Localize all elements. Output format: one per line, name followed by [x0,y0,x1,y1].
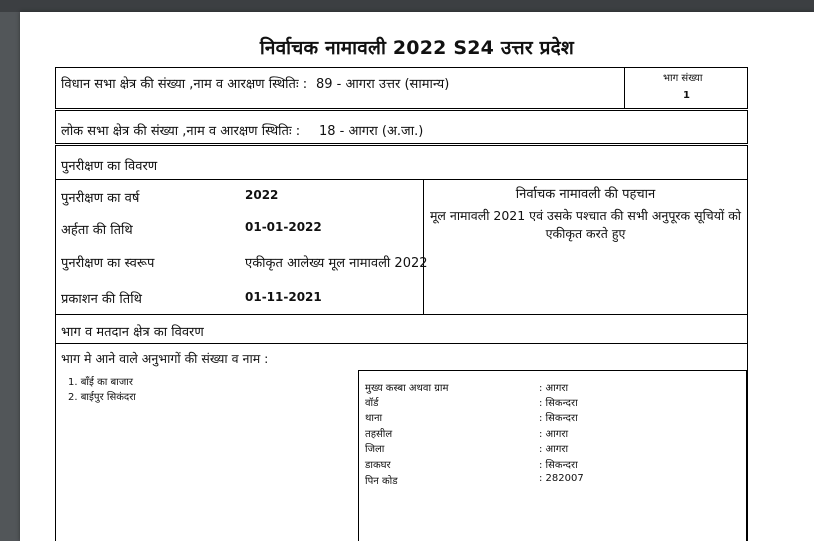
sections-heading: भाग मे आने वाले अनुभागों की संख्या व नाम : [61,351,269,366]
detail-label: मुख्य कस्बा अथवा ग्राम [365,383,449,394]
detail-label: तहसील [365,429,393,440]
publication-date-label: प्रकाशन की तिथि [61,292,142,307]
detail-label: थाना [365,413,383,424]
revision-type-label: पुनरीक्षण का स्वरूप [61,256,155,271]
detail-value: : सिकन्दरा [539,398,578,409]
polling-heading: भाग व मतदान क्षेत्र का विवरण [61,325,204,340]
sections-right-border [747,343,748,541]
revision-year-label: पुनरीक्षण का वर्ष [61,191,140,206]
identity-text-line2: एकीकृत करते हुए [545,226,626,241]
parliament-label: लोक सभा क्षेत्र की संख्या ,नाम व आरक्षण स्थितिः : [61,124,301,139]
qualifying-date-label: अर्हता की तिथि [61,223,133,238]
sections-left-border [55,343,56,541]
detail-label: डाकघर [365,460,391,471]
revision-year-value: 2022 [245,188,279,202]
section-item: 2. बाईपुर सिकंदरा [68,392,136,403]
detail-value: : आगरा [539,383,569,394]
revision-type-value: एकीकृत आलेख्य मूल नामावली 2022 [245,256,428,271]
detail-label: जिला [365,444,385,455]
detail-label: पिन कोड [365,476,398,487]
publication-date-value: 01-11-2021 [245,290,322,304]
assembly-value: 89 - आगरा उत्तर (सामान्य) [316,77,450,92]
document-page [20,12,814,541]
part-label: भाग संख्या [663,73,703,84]
parliament-value: 18 - आगरा (अ.जा.) [319,124,424,139]
identity-text-line1: मूल नामावली 2021 एवं उसके पश्चात की सभी अनुपूरक सूचियों को [429,208,742,223]
detail-value: : आगरा [539,429,569,440]
detail-value: : सिकन्दरा [539,413,578,424]
detail-value: : सिकन्दरा [539,460,578,471]
identity-heading: निर्वाचक नामावली की पहचान [515,187,656,202]
detail-value: : 282007 [539,473,584,484]
detail-label: वॉर्ड [365,398,379,409]
qualifying-date-value: 01-01-2022 [245,220,322,234]
section-item: 1. बाँई का बाजार [68,377,133,388]
revision-heading-row [55,145,748,180]
part-value: 1 [683,90,690,101]
page-title: निर्वाचक नामावली 2022 S24 उत्तर प्रदेश [259,37,575,59]
viewer-toolbar [0,0,814,12]
revision-heading: पुनरीक्षण का विवरण [61,159,158,174]
assembly-label: विधान सभा क्षेत्र की संख्या ,नाम व आरक्षण स्थितिः : [61,77,308,92]
detail-value: : आगरा [539,444,569,455]
